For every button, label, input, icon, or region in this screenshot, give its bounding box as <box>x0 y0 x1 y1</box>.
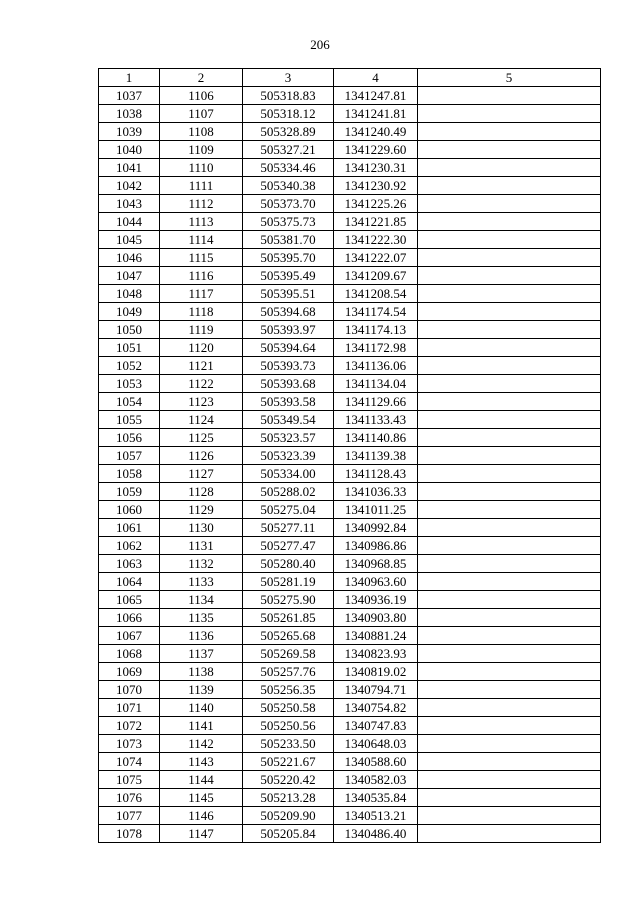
table-body <box>99 87 601 843</box>
table-cell: 505349.54 <box>243 411 334 429</box>
table-cell: 1052 <box>99 357 160 375</box>
table-cell: 1126 <box>160 447 243 465</box>
table-row <box>99 537 601 555</box>
table-cell: 505280.40 <box>243 555 334 573</box>
table-cell: 505375.73 <box>243 213 334 231</box>
table-cell <box>418 231 601 249</box>
table-cell: 1054 <box>99 393 160 411</box>
table-cell: 505318.12 <box>243 105 334 123</box>
table-cell: 1341230.92 <box>334 177 418 195</box>
table-cell: 505373.70 <box>243 195 334 213</box>
table-row <box>99 249 601 267</box>
table-cell: 1340819.02 <box>334 663 418 681</box>
table-row <box>99 303 601 321</box>
coordinates-table <box>98 68 601 843</box>
table-cell: 1040 <box>99 141 160 159</box>
table-cell: 1071 <box>99 699 160 717</box>
table-cell: 1135 <box>160 609 243 627</box>
table-cell: 1062 <box>99 537 160 555</box>
table-row <box>99 357 601 375</box>
page-number: 206 <box>310 37 330 52</box>
table-cell: 505213.28 <box>243 789 334 807</box>
table-row <box>99 267 601 285</box>
table-cell <box>418 501 601 519</box>
table-cell: 1341240.49 <box>334 123 418 141</box>
table-cell: 1341209.67 <box>334 267 418 285</box>
table-cell: 1341230.31 <box>334 159 418 177</box>
table-row <box>99 825 601 843</box>
table-cell: 1143 <box>160 753 243 771</box>
table-cell <box>418 375 601 393</box>
table-cell: 1112 <box>160 195 243 213</box>
table-cell: 1341036.33 <box>334 483 418 501</box>
table-cell <box>418 267 601 285</box>
table-cell: 505261.85 <box>243 609 334 627</box>
table-cell: 505209.90 <box>243 807 334 825</box>
table-cell: 505257.76 <box>243 663 334 681</box>
table-cell: 505256.35 <box>243 681 334 699</box>
table-cell: 1341174.13 <box>334 321 418 339</box>
table-cell: 1341247.81 <box>334 87 418 105</box>
table-cell: 1341222.30 <box>334 231 418 249</box>
table-cell: 1043 <box>99 195 160 213</box>
table-cell: 1144 <box>160 771 243 789</box>
table-cell: 1340486.40 <box>334 825 418 843</box>
table-cell: 1068 <box>99 645 160 663</box>
table-cell: 505395.49 <box>243 267 334 285</box>
table-row <box>99 393 601 411</box>
table-cell <box>418 555 601 573</box>
table-cell: 1047 <box>99 267 160 285</box>
table-cell <box>418 213 601 231</box>
table-cell: 505323.39 <box>243 447 334 465</box>
table-cell: 505323.57 <box>243 429 334 447</box>
table-cell: 1106 <box>160 87 243 105</box>
table-cell: 1341128.43 <box>334 465 418 483</box>
table-cell: 1130 <box>160 519 243 537</box>
table-cell: 1129 <box>160 501 243 519</box>
table-row <box>99 141 601 159</box>
table-row <box>99 645 601 663</box>
table-cell: 1123 <box>160 393 243 411</box>
table-cell: 505250.58 <box>243 699 334 717</box>
table-cell: 505395.51 <box>243 285 334 303</box>
table-cell: 505334.46 <box>243 159 334 177</box>
table-cell: 505288.02 <box>243 483 334 501</box>
table-cell <box>418 735 601 753</box>
table-row <box>99 573 601 591</box>
table-cell: 1138 <box>160 663 243 681</box>
table-cell: 505334.00 <box>243 465 334 483</box>
table-cell <box>418 789 601 807</box>
table-cell: 1340881.24 <box>334 627 418 645</box>
table-cell <box>418 591 601 609</box>
table-row <box>99 717 601 735</box>
table-cell: 1147 <box>160 825 243 843</box>
table-cell: 505394.68 <box>243 303 334 321</box>
table-cell: 1340513.21 <box>334 807 418 825</box>
table-row <box>99 609 601 627</box>
table-cell <box>418 177 601 195</box>
table-cell: 505318.83 <box>243 87 334 105</box>
table-cell: 1051 <box>99 339 160 357</box>
table-row <box>99 807 601 825</box>
table-row <box>99 87 601 105</box>
table-cell: 1114 <box>160 231 243 249</box>
table-row <box>99 465 601 483</box>
table-cell: 1077 <box>99 807 160 825</box>
table-row <box>99 555 601 573</box>
table-cell: 1074 <box>99 753 160 771</box>
table-cell: 1059 <box>99 483 160 501</box>
table-row <box>99 105 601 123</box>
table-cell <box>418 285 601 303</box>
table-cell <box>418 519 601 537</box>
table-cell: 1060 <box>99 501 160 519</box>
table-cell <box>418 429 601 447</box>
table-cell: 1070 <box>99 681 160 699</box>
table-cell: 1069 <box>99 663 160 681</box>
table-cell: 1110 <box>160 159 243 177</box>
table-cell: 505340.38 <box>243 177 334 195</box>
table-cell: 1038 <box>99 105 160 123</box>
table-cell: 505277.47 <box>243 537 334 555</box>
table-cell: 1340754.82 <box>334 699 418 717</box>
table-cell: 1109 <box>160 141 243 159</box>
table-cell: 1340986.86 <box>334 537 418 555</box>
table-row <box>99 123 601 141</box>
table-cell: 1132 <box>160 555 243 573</box>
table-cell: 1053 <box>99 375 160 393</box>
table-cell <box>418 465 601 483</box>
table-row <box>99 627 601 645</box>
table-cell: 505328.89 <box>243 123 334 141</box>
table-row <box>99 519 601 537</box>
table-cell: 1115 <box>160 249 243 267</box>
table-cell <box>418 321 601 339</box>
table-cell <box>418 159 601 177</box>
table-cell: 1124 <box>160 411 243 429</box>
table-row <box>99 213 601 231</box>
table-cell: 1340968.85 <box>334 555 418 573</box>
table-cell: 1341140.86 <box>334 429 418 447</box>
table-row <box>99 681 601 699</box>
table-cell <box>418 447 601 465</box>
table-row <box>99 735 601 753</box>
table-cell: 505395.70 <box>243 249 334 267</box>
table-cell: 1134 <box>160 591 243 609</box>
table-cell: 1341136.06 <box>334 357 418 375</box>
table-cell: 1066 <box>99 609 160 627</box>
table-cell: 505393.97 <box>243 321 334 339</box>
table-cell: 1111 <box>160 177 243 195</box>
table-cell: 1044 <box>99 213 160 231</box>
table-cell: 505233.50 <box>243 735 334 753</box>
table-cell: 1341174.54 <box>334 303 418 321</box>
column-header: 4 <box>334 69 418 87</box>
table-cell: 1340823.93 <box>334 645 418 663</box>
table-cell: 1120 <box>160 339 243 357</box>
table-cell: 1067 <box>99 627 160 645</box>
table-cell: 1341222.07 <box>334 249 418 267</box>
table-cell: 505205.84 <box>243 825 334 843</box>
table-cell: 1119 <box>160 321 243 339</box>
table-row <box>99 699 601 717</box>
table-cell: 505394.64 <box>243 339 334 357</box>
table-cell: 505269.58 <box>243 645 334 663</box>
table-row <box>99 483 601 501</box>
table-cell: 1064 <box>99 573 160 591</box>
table-row <box>99 195 601 213</box>
table-cell: 1341129.66 <box>334 393 418 411</box>
table-cell: 1045 <box>99 231 160 249</box>
header-row <box>99 69 601 87</box>
table-cell: 505250.56 <box>243 717 334 735</box>
table-cell <box>418 357 601 375</box>
column-header: 5 <box>418 69 601 87</box>
table-cell: 1058 <box>99 465 160 483</box>
table-cell: 1340963.60 <box>334 573 418 591</box>
table-cell <box>418 393 601 411</box>
table-cell: 1122 <box>160 375 243 393</box>
table-cell <box>418 303 601 321</box>
table-cell <box>418 645 601 663</box>
table-row <box>99 159 601 177</box>
table-cell: 1341011.25 <box>334 501 418 519</box>
table-cell: 505221.67 <box>243 753 334 771</box>
table-cell: 1128 <box>160 483 243 501</box>
table-cell <box>418 87 601 105</box>
table-cell: 1056 <box>99 429 160 447</box>
table-row <box>99 663 601 681</box>
table-cell: 505277.11 <box>243 519 334 537</box>
column-header: 1 <box>99 69 160 87</box>
table-cell <box>418 717 601 735</box>
table-cell: 1340588.60 <box>334 753 418 771</box>
table-cell: 1072 <box>99 717 160 735</box>
table-cell <box>418 825 601 843</box>
table-cell: 505265.68 <box>243 627 334 645</box>
table-cell: 1116 <box>160 267 243 285</box>
table-cell: 505275.04 <box>243 501 334 519</box>
table-cell: 1341134.04 <box>334 375 418 393</box>
table-cell: 1341241.81 <box>334 105 418 123</box>
table-row <box>99 177 601 195</box>
table-cell <box>418 141 601 159</box>
table-cell: 1046 <box>99 249 160 267</box>
table-row <box>99 411 601 429</box>
table-cell: 505393.58 <box>243 393 334 411</box>
table-cell: 1042 <box>99 177 160 195</box>
table-cell: 1107 <box>160 105 243 123</box>
table-cell: 1340992.84 <box>334 519 418 537</box>
table-cell <box>418 123 601 141</box>
table-row <box>99 339 601 357</box>
table-cell <box>418 699 601 717</box>
table-cell: 1065 <box>99 591 160 609</box>
table-cell <box>418 411 601 429</box>
table-cell: 1073 <box>99 735 160 753</box>
table-cell <box>418 537 601 555</box>
table-cell: 505393.73 <box>243 357 334 375</box>
table-row <box>99 429 601 447</box>
table-cell <box>418 483 601 501</box>
table-cell <box>418 573 601 591</box>
table-cell: 1142 <box>160 735 243 753</box>
table-cell: 1133 <box>160 573 243 591</box>
table-cell: 1057 <box>99 447 160 465</box>
table-row <box>99 789 601 807</box>
table-row <box>99 771 601 789</box>
table-cell <box>418 195 601 213</box>
table-cell: 505381.70 <box>243 231 334 249</box>
table-cell: 1139 <box>160 681 243 699</box>
table-cell <box>418 663 601 681</box>
table-cell: 1137 <box>160 645 243 663</box>
table-cell: 1341208.54 <box>334 285 418 303</box>
table-cell: 1118 <box>160 303 243 321</box>
table-cell: 1076 <box>99 789 160 807</box>
table-cell: 1145 <box>160 789 243 807</box>
table-cell: 1075 <box>99 771 160 789</box>
table-cell: 1063 <box>99 555 160 573</box>
table-cell: 1340747.83 <box>334 717 418 735</box>
table-row <box>99 321 601 339</box>
table-row <box>99 447 601 465</box>
table-row <box>99 591 601 609</box>
table-cell: 1136 <box>160 627 243 645</box>
table-cell <box>418 609 601 627</box>
table-cell: 1127 <box>160 465 243 483</box>
table-cell: 1341225.26 <box>334 195 418 213</box>
table-cell: 1341229.60 <box>334 141 418 159</box>
column-header: 3 <box>243 69 334 87</box>
table-cell: 1041 <box>99 159 160 177</box>
table-cell: 1340903.80 <box>334 609 418 627</box>
table-cell: 1117 <box>160 285 243 303</box>
table-cell: 505275.90 <box>243 591 334 609</box>
table-cell <box>418 771 601 789</box>
table-cell <box>418 627 601 645</box>
table-cell: 1037 <box>99 87 160 105</box>
table-cell: 1141 <box>160 717 243 735</box>
table-cell: 1113 <box>160 213 243 231</box>
table-cell: 1340936.19 <box>334 591 418 609</box>
table-cell <box>418 753 601 771</box>
table-cell: 1131 <box>160 537 243 555</box>
table-cell: 1049 <box>99 303 160 321</box>
table-cell <box>418 339 601 357</box>
table-cell: 1340582.03 <box>334 771 418 789</box>
table-row <box>99 501 601 519</box>
table-cell: 1055 <box>99 411 160 429</box>
table-cell: 1341221.85 <box>334 213 418 231</box>
table-cell: 1340648.03 <box>334 735 418 753</box>
table-cell: 1125 <box>160 429 243 447</box>
table-cell: 1108 <box>160 123 243 141</box>
table-cell: 1048 <box>99 285 160 303</box>
table-cell: 1061 <box>99 519 160 537</box>
table-cell: 505220.42 <box>243 771 334 789</box>
table-cell: 1341133.43 <box>334 411 418 429</box>
table-cell: 1340794.71 <box>334 681 418 699</box>
table-cell: 1341139.38 <box>334 447 418 465</box>
table-cell: 1140 <box>160 699 243 717</box>
table-row <box>99 285 601 303</box>
table-cell: 1050 <box>99 321 160 339</box>
table-cell: 505393.68 <box>243 375 334 393</box>
table-cell: 1146 <box>160 807 243 825</box>
table-cell: 1340535.84 <box>334 789 418 807</box>
table-cell: 1078 <box>99 825 160 843</box>
table-cell: 1341172.98 <box>334 339 418 357</box>
table-row <box>99 231 601 249</box>
table-cell <box>418 681 601 699</box>
table-row <box>99 375 601 393</box>
table-cell <box>418 249 601 267</box>
table-row <box>99 753 601 771</box>
column-header: 2 <box>160 69 243 87</box>
table-cell: 505281.19 <box>243 573 334 591</box>
table-cell <box>418 105 601 123</box>
table-cell: 1121 <box>160 357 243 375</box>
table-cell <box>418 807 601 825</box>
table-cell: 1039 <box>99 123 160 141</box>
table-cell: 505327.21 <box>243 141 334 159</box>
